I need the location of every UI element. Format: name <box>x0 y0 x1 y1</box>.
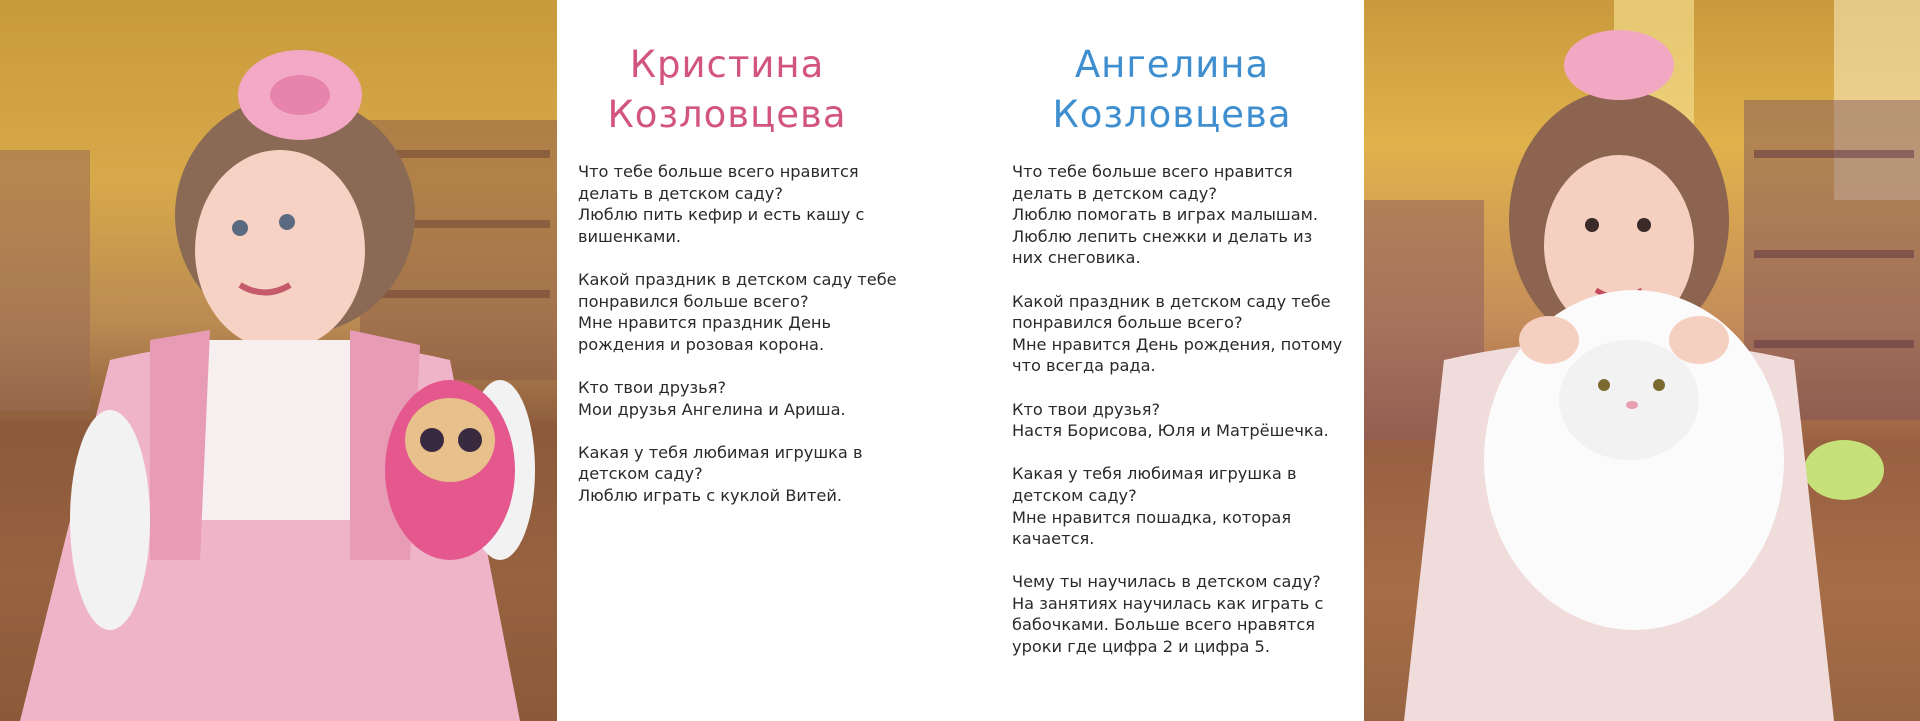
right-child-first-name: Ангелина <box>1074 43 1270 86</box>
left-qa-block-3: Кто твои друзья? Мои друзья Ангелина и Ариша. <box>578 377 846 419</box>
right-child-name <box>1012 40 1332 140</box>
right-qa-block-2: Какой праздник в детском саду тебе понравился больше всего? Мне нравится День рождения, потому что всегда рада. <box>1012 291 1343 376</box>
right-qa-block-5: Чему ты научилась в детском саду? На занятиях научилась как играть с бабочками. Больше всего нравятся уроки где цифра 2 и цифра 5. <box>1012 572 1324 657</box>
photo-left-girl <box>0 0 557 721</box>
left-child-last-name: Козловцева <box>607 93 847 136</box>
left-qa-block-2: Какой праздник в детском саду тебе понравился больше всего? Мне нравится праздник День рождения и розовая корона. <box>578 269 897 354</box>
photo-right-illustration <box>1364 0 1920 721</box>
right-qa-block-1: Что тебе больше всего нравится делать в детском саду? Люблю помогать в играх малышам. Люблю лепить снежки и делать из них снеговика. <box>1012 162 1319 268</box>
left-qa-block-1: Что тебе больше всего нравится делать в детском саду? Люблю пить кефир и есть кашу с вишенками. <box>578 162 865 246</box>
right-child-last-name: Козловцева <box>1052 93 1292 136</box>
text-page <box>557 0 1364 721</box>
left-child-qa <box>578 161 908 507</box>
right-child-qa <box>1012 161 1352 658</box>
left-child-first-name: Кристина <box>629 43 825 86</box>
photo-right-girl <box>1364 0 1920 721</box>
left-qa-block-4: Какая у тебя любимая игрушка в детском саду? Люблю играть с куклой Витей. <box>578 442 863 505</box>
left-child-name <box>587 40 867 140</box>
right-qa-block-4: Какая у тебя любимая игрушка в детском саду? Мне нравится пошадка, которая качается. <box>1012 464 1297 549</box>
left-child-column <box>578 0 908 528</box>
right-qa-block-3: Кто твои друзья? Настя Борисова, Юля и Матрёшечка. <box>1012 399 1329 441</box>
photo-left-illustration <box>0 0 557 721</box>
right-child-column <box>1012 0 1352 679</box>
